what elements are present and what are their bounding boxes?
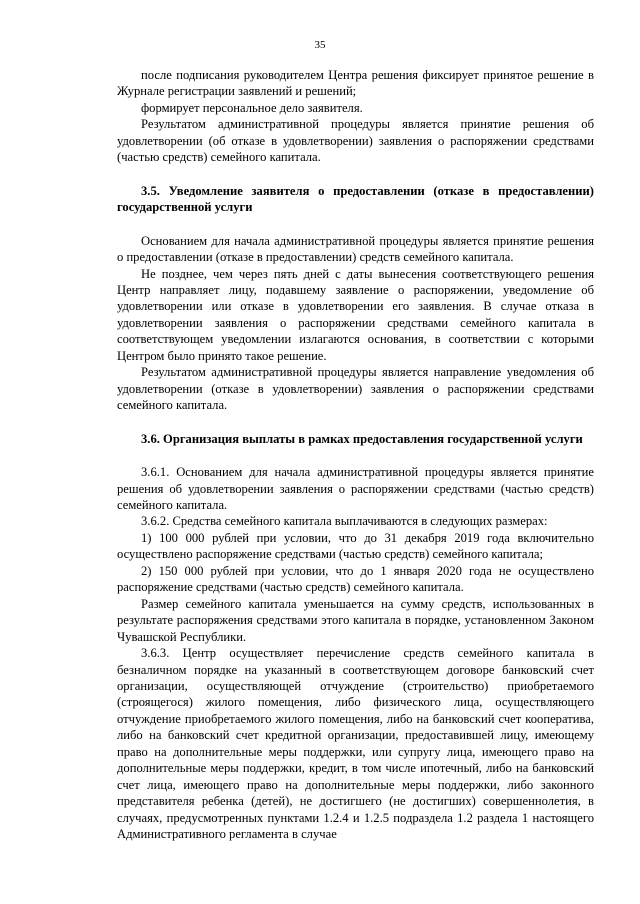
- document-body: [117, 67, 594, 842]
- paragraph: 3.6.2. Средства семейного капитала выплачиваются в следующих размерах:: [141, 514, 548, 529]
- section-heading-3-6: 3.6. Организация выплаты в рамках предоставления государственной услуги: [141, 431, 583, 446]
- paragraph: Результатом административной процедуры является направление уведомления об удовлетворении (отказе в удовлетворении) заявления о распоряжении средствами семейного капитала.: [117, 365, 594, 413]
- paragraph: Основанием для начала административной процедуры является принятие решения о предоставлении (отказе в предоставлении) средств семейного капитала.: [117, 233, 594, 265]
- paragraph: Не позднее, чем через пять дней с даты вынесения соответствующего решения Центр направляет лицу, подавшему заявление о распоряжении, уведомление об удовлетворении или отказе в удовлетворении его заявления. В случае отказа в удовлетворении заявления о распоряжении средствами семейного капитала в соответствующем уведомлении излагаются основания, в соответствии с которыми Центром было принято такое решение.: [117, 266, 594, 363]
- paragraph: Результатом административной процедуры является принятие решения об удовлетворении (об отказе в удовлетворении) заявления о распоряжении средствами (частью средств) семейного капитала.: [117, 117, 594, 165]
- paragraph: Размер семейного капитала уменьшается на сумму средств, использованных в результате распоряжения средствами этого капитала в порядке, установленном Законом Чувашской Республики.: [117, 596, 594, 644]
- paragraph: после подписания руководителем Центра решения фиксирует принятое решение в Журнале регистрации заявлений и решений;: [117, 68, 594, 99]
- paragraph: 2) 150 000 рублей при условии, что до 1 января 2020 года не осуществлено распоряжение средствами (частью средств) семейного капитала.: [117, 563, 594, 595]
- page-number: 35: [314, 39, 326, 51]
- paragraph: 3.6.1. Основанием для начала административной процедуры является принятие решения об удовлетворении заявления о распоряжении средствами (частью средств) семейного капитала.: [117, 465, 594, 512]
- paragraph: 3.6.3. Центр осуществляет перечисление средств семейного капитала в безналичном порядке на указанный в соответствующем договоре банковский счет организации, осуществляющей отчуждение (строительство) приобретаемого (строящегося) жилого помещения, либо физического лица, осуществляющего отчуждение приобретаемого жилого помещения, либо на банковский счет кооператива, либо на банковский счет кредитной организации, предоставившей лицу, имеющему право на дополнительные меры поддержки, или супругу лица, имеющего право на дополнительные меры поддержки, кредит, в том числе ипотечный, либо на банковский счет лица, имеющего право на дополнительные меры поддержки, либо законного представителя ребенка (детей), не достигшего (не достигших) совершеннолетия, в случаях, предусмотренных пунктами 1.2.4 и 1.2.5 подраздела 1.2 раздела 1 настоящего Административного регламента в случае: [117, 646, 594, 842]
- paragraph: формирует персональное дело заявителя.: [141, 100, 363, 115]
- paragraph: 1) 100 000 рублей при условии, что до 31 декабря 2019 года включительно осуществлено распоряжение средствами (частью средств) семейного капитала;: [117, 530, 594, 562]
- section-heading-3-5: 3.5. Уведомление заявителя о предоставлении (отказе в предоставлении) государственной услуги: [117, 183, 594, 215]
